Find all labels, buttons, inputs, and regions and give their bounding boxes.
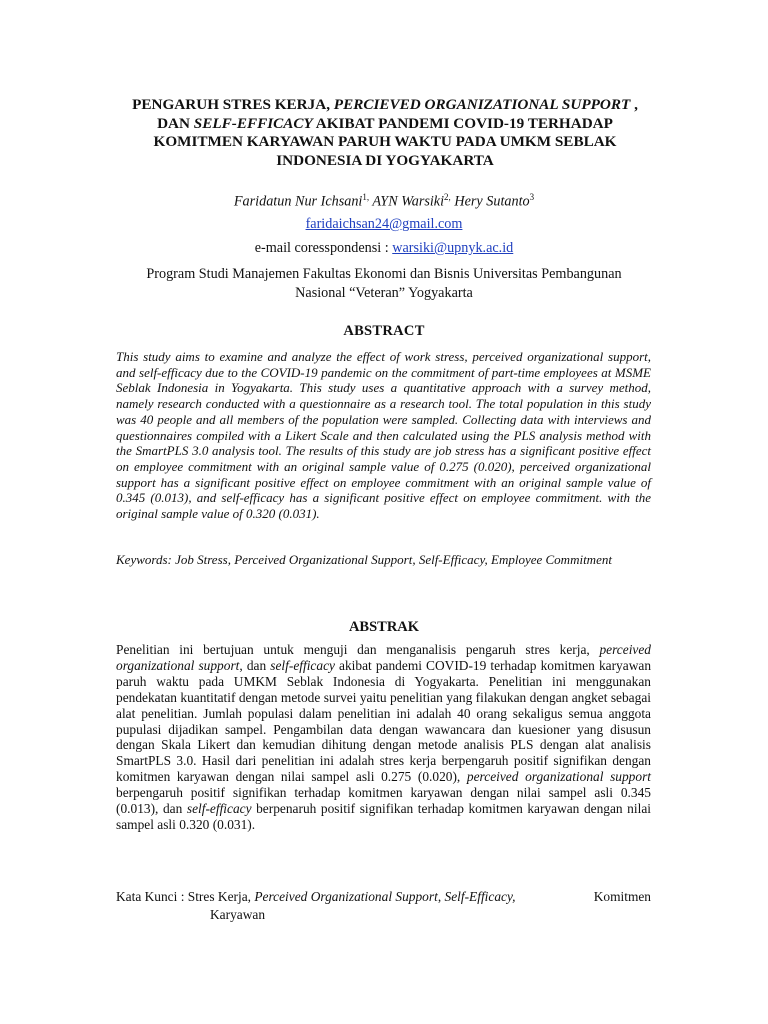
title-text: PENGARUH STRES KERJA, [132, 96, 330, 113]
author-name: Faridatun Nur Ichsani [233, 193, 363, 210]
kata-kunci-line-1 [116, 888, 651, 906]
abstrak-text: berpengaruh positif signifikan terhadap komitmen karyawan dengan nilai sampel asli 0.345 (0.013), dan [116, 785, 651, 817]
author-name: Hery Sutanto [454, 193, 530, 210]
kata-kunci-italic-term: Perceived Organizational Support [254, 889, 438, 904]
correspondence-label: e-mail coresspondensi : [254, 240, 393, 256]
title-text: DAN [157, 114, 190, 132]
keywords: Keywords: Job Stress, Perceived Organizational Support, Self-Efficacy, Employee Commitment [116, 552, 612, 567]
title-line-2 [110, 115, 660, 134]
kata-kunci [116, 888, 651, 924]
abstrak-text: , dan [239, 657, 271, 673]
abstract-body: This study aims to examine and analyze the effect of work stress, perceived organizational support, and self-efficacy due to the COVID-19 pandemic on the commitment of part-time employees at MSME Seblak Indonesia in Yogyakarta. This study uses a quantitative approach with a survey method, namely research conducted with a questionnaire as a research tool. The total population in this study was 40 people and all members of the population were sampled. Collecting data with interviews and questionnaires compiled with a Likert Scale and then calculated using the PLS analysis method with the SmartPLS 3.0 analysis tool. The results of this study are job stress has a significant positive effect on employee commitment with an original sample value of 0.275 (0.020), perceived organizational support has a significant positive effect on employee commitment with an original sample value of 0.345 (0.013), and self-efficacy has a significant positive effect on employee commitment. with the original sample value of 0.320 (0.031). [116, 349, 651, 522]
kata-kunci-separator: , [437, 889, 445, 904]
title-text: AKIBAT PANDEMI COVID-19 TERHADAP [315, 114, 613, 132]
abstrak-italic-term: perceived organizational support [466, 769, 651, 785]
abstract-heading: ABSTRACT [343, 323, 425, 339]
abstrak-heading: ABSTRAK [348, 619, 420, 635]
title-line-4: INDONESIA DI YOGYAKARTA [276, 151, 494, 169]
kata-kunci-term: Komitmen [593, 889, 651, 904]
kata-kunci-label: Kata Kunci : Stres Kerja, [116, 889, 255, 904]
title-line-3: KOMITMEN KARYAWAN PARUH WAKTU PADA UMKM SEBLAK [153, 133, 617, 150]
title-text: , [630, 96, 638, 113]
author-email-line [100, 216, 668, 233]
abstrak-italic-term: self-efficacy [186, 801, 252, 817]
abstrak-text: akibat pandemi COVID-19 terhadap komitmen karyawan paruh waktu pada UMKM Seblak Indonesia di Yogyakarta. Penelitian ini menggunakan pendekatan kuantitatif dengan metode survei yaitu penelitian yang filakukan dengan angket sebagai alat penelitian. Jumlah populasi dalam penelitian ini adalah 40 orang sekaligus semua anggota pupulasi dijadikan sampel. Pengambilan data dengan wawancara dan kuesioner yang disusun dengan Skala Likert dan kemudian dihitung dengan metode analisis PLS dengan alat analisis SmartPLS 3.0. Hasil dari penelitian ini adalah stres kerja berpengaruh positif signifikan dengan komitmen karyawan dengan nilai sampel asli 0.275 (0.020), [116, 657, 652, 785]
kata-kunci-italic-term: Self-Efficacy, [444, 889, 516, 904]
correspondence-email-link[interactable]: warsiki@upnyk.ac.id [392, 240, 514, 256]
author-affiliation-mark: 3 [529, 192, 535, 202]
affiliation-line-1: Program Studi Manajemen Fakultas Ekonomi dan Bisnis Universitas Pembangunan [146, 266, 622, 282]
title-italic-text: SELF-EFFICACY [193, 114, 313, 132]
author-affiliation-mark: 1, [362, 192, 370, 202]
author-affiliation-mark: 2, [444, 192, 451, 202]
abstrak-italic-term: self-efficacy [270, 657, 335, 673]
abstrak-italic-term: perceived organizational support [116, 642, 651, 673]
title-italic-text: PERCIEVED ORGANIZATIONAL SUPPORT [333, 96, 631, 113]
abstrak-text: Penelitian ini bertujuan untuk menguji dan menganalisis pengaruh stres kerja, [116, 642, 600, 657]
affiliation-line-2: Nasional “Veteran” Yogyakarta [295, 284, 473, 301]
author-email-link[interactable]: faridaichsan24@gmail.com [305, 216, 463, 232]
kata-kunci-terms [116, 888, 516, 906]
paper-title [110, 96, 660, 170]
correspondence-line [100, 240, 668, 257]
title-line-1 [110, 96, 660, 115]
affiliation [117, 265, 651, 302]
abstrak-text: berpenaruh positif signifikan terhadap komitmen karyawan dengan nilai sampel asli 0.320 (0.031). [116, 801, 651, 832]
author-name: AYN Warsiki [372, 193, 445, 210]
kata-kunci-line-2: Karyawan [210, 907, 266, 922]
abstrak-body [116, 642, 651, 833]
author-list [100, 192, 668, 211]
